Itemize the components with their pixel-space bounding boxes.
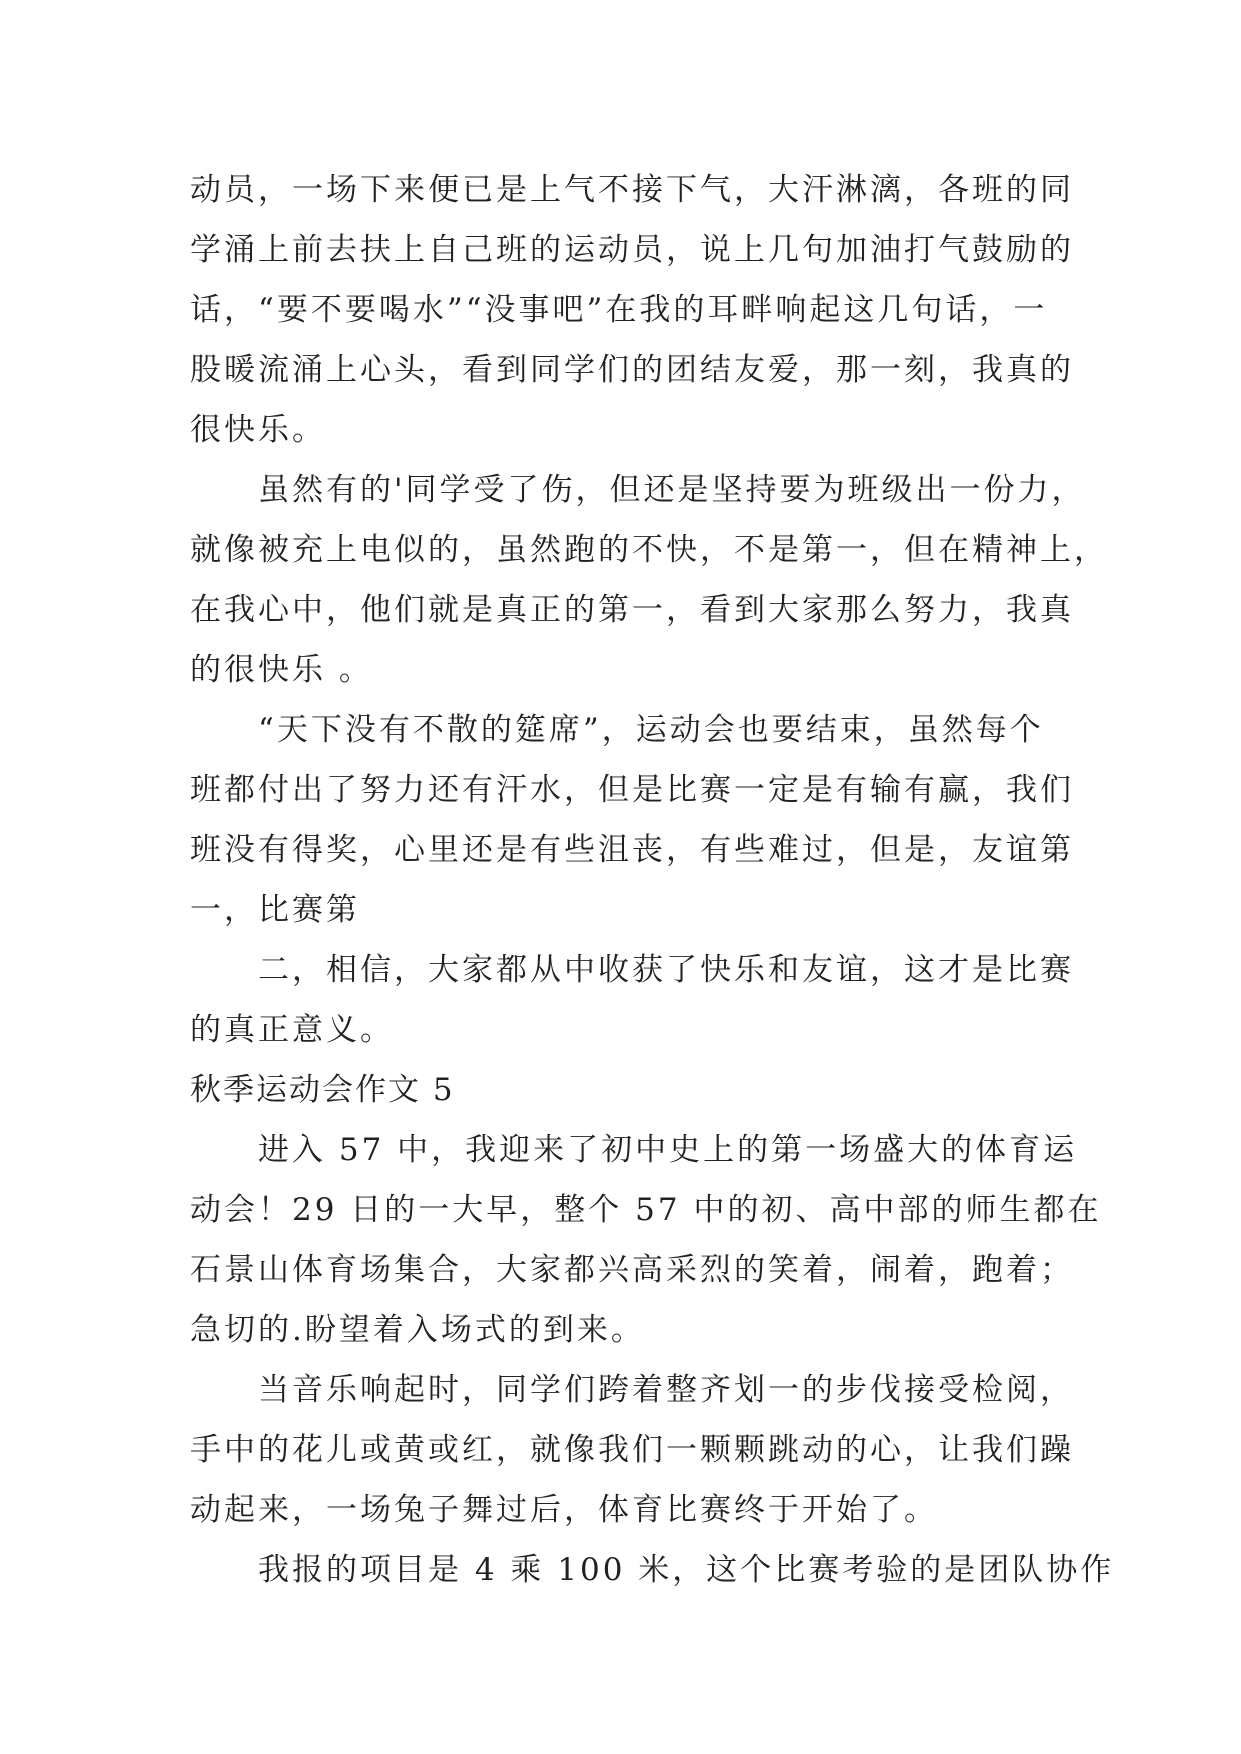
text-line: 话，“要不要喝水”“没事吧”在我的耳畔响起这几句话，一: [190, 292, 1048, 328]
text-line: 学涌上前去扶上自己班的运动员，说上几句加油打气鼓励的: [190, 232, 1074, 268]
text-line: 动员，一场下来便已是上气不接下气，大汗淋漓，各班的同: [190, 172, 1074, 208]
text-line: 班都付出了努力还有汗水，但是比赛一定是有输有赢，我们: [190, 772, 1074, 808]
text-line: 班没有得奖，心里还是有些沮丧，有些难过，但是，友谊第: [190, 832, 1074, 868]
section-heading: 秋季运动会作文 5: [190, 1072, 455, 1108]
text-line: 石景山体育场集合，大家都兴高采烈的笑着，闹着，跑着；: [190, 1252, 1074, 1288]
text-line: 动起来，一场兔子舞过后，体育比赛终于开始了。: [190, 1492, 938, 1528]
essay-body: [190, 160, 1115, 1600]
text-line: 在我心中，他们就是真正的第一，看到大家那么努力，我真: [190, 592, 1074, 628]
text-line: 手中的花儿或黄或红，就像我们一颗颗跳动的心，让我们躁: [190, 1432, 1074, 1468]
text-line: 很快乐。: [190, 412, 326, 448]
paragraph-start-line: 虽然有的'同学受了伤，但还是坚持要为班级出一份力，: [258, 472, 1086, 508]
text-line: 股暖流涌上心头，看到同学们的团结友爱，那一刻，我真的: [190, 352, 1074, 388]
paragraph-start-line: 二，相信，大家都从中收获了快乐和友谊，这才是比赛: [258, 952, 1074, 988]
text-line: 急切的.盼望着入场式的到来。: [190, 1312, 645, 1348]
paragraph-start-line: 我报的项目是 4 乘 100 米，这个比赛考验的是团队协作: [258, 1552, 1115, 1588]
paragraph-start-line: “天下没有不散的筵席”，运动会也要结束，虽然每个: [258, 712, 1044, 748]
paragraph-start-line: 进入 57 中，我迎来了初中史上的第一场盛大的体育运: [258, 1132, 1078, 1168]
text-line: 动会！29 日的一大早，整个 57 中的初、高中部的师生都在: [190, 1192, 1102, 1228]
text-line: 的真正意义。: [190, 1012, 394, 1048]
paragraph-start-line: 当音乐响起时，同学们跨着整齐划一的步伐接受检阅，: [258, 1372, 1074, 1408]
text-line: 一，比赛第: [190, 892, 360, 928]
text-line: 就像被充上电似的，虽然跑的不快，不是第一，但在精神上，: [190, 532, 1108, 568]
text-line: 的很快乐 。: [190, 652, 373, 688]
